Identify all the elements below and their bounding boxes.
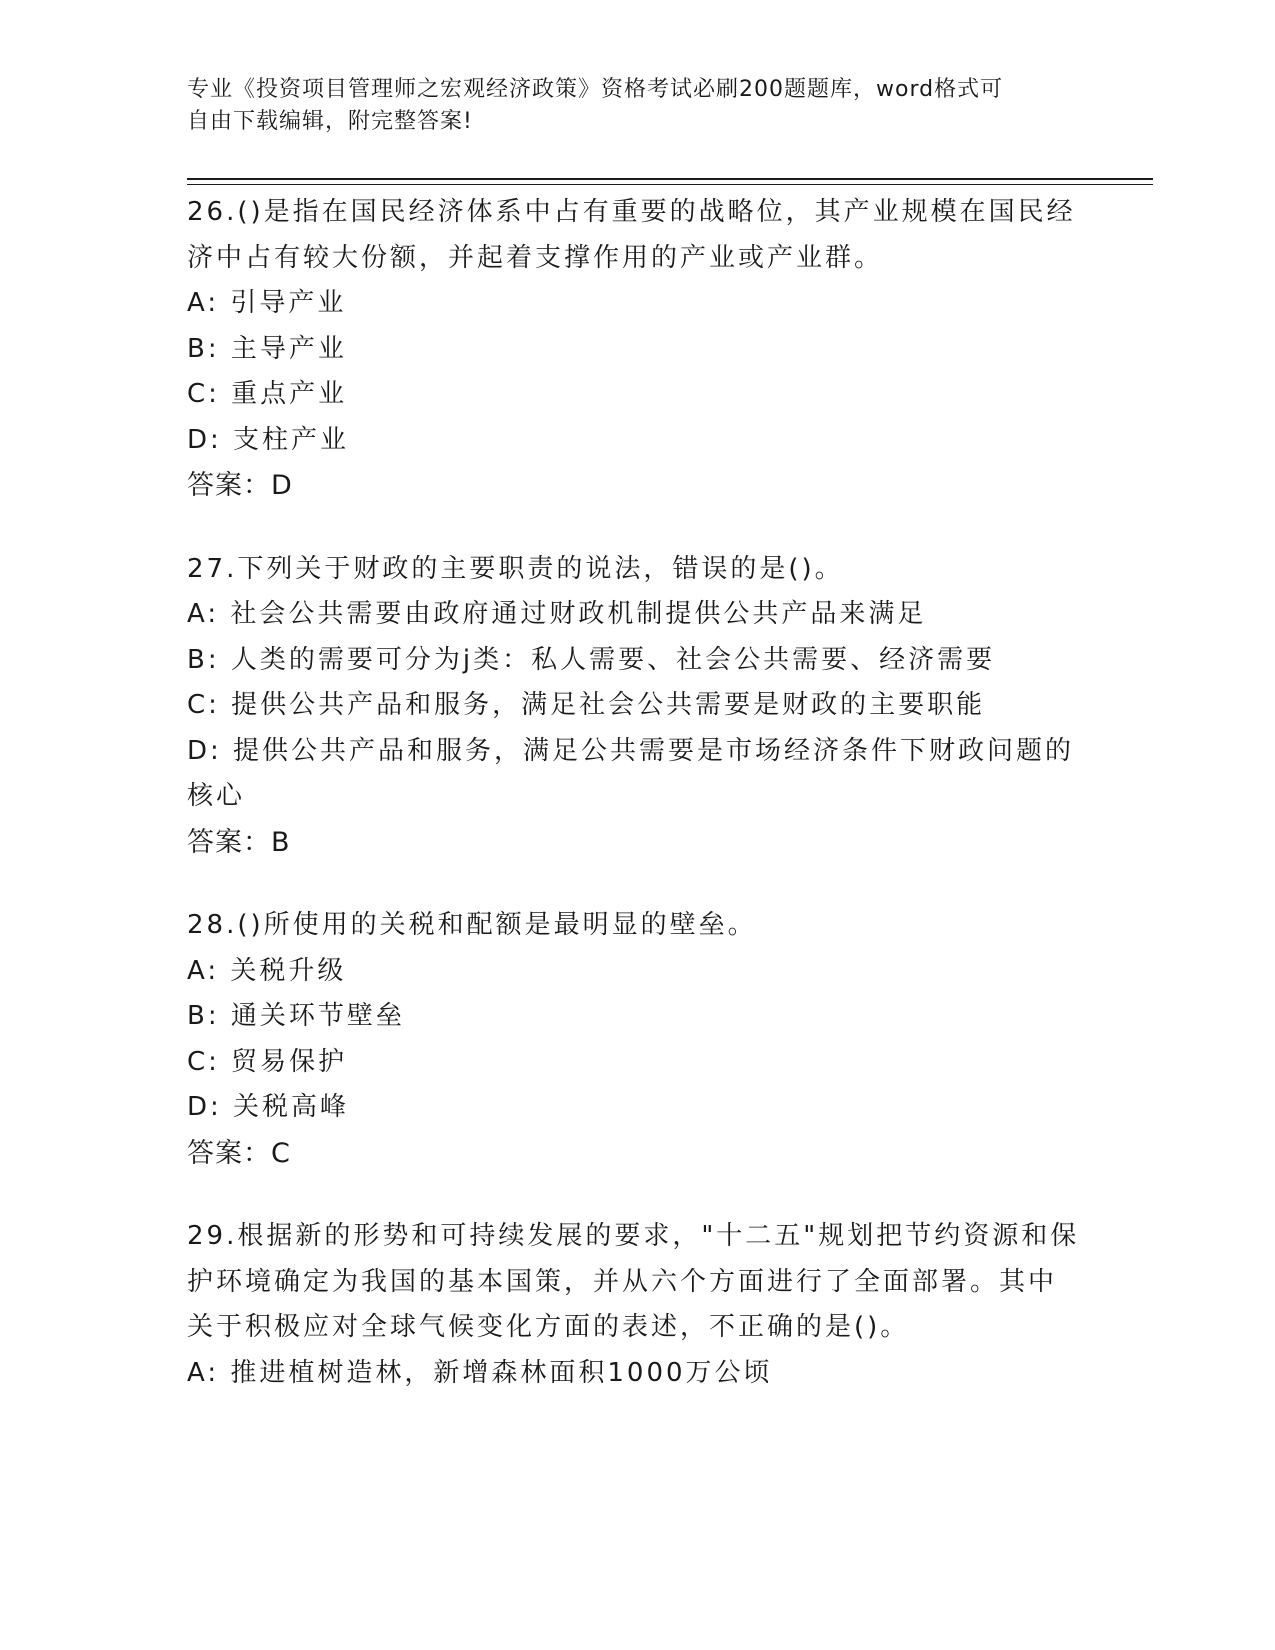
option-a: A: 社会公共需要由政府通过财政机制提供公共产品来满足	[187, 599, 927, 629]
document-header	[187, 74, 1067, 138]
option-a: A: 关税升级	[187, 955, 347, 986]
option-d: D: 支柱产业	[187, 424, 350, 455]
question-stem-line: 28.()所使用的关税和配额是最明显的壁垒。	[187, 910, 757, 940]
header-line-1: 专业《投资项目管理师之宏观经济政策》资格考试必刷200题题库，word格式可	[187, 77, 1004, 102]
answer-text: 答案：D	[187, 470, 293, 501]
option-a: A: 引导产业	[187, 288, 347, 318]
option-c: C: 提供公共产品和服务，满足社会公共需要是财政的主要职能	[187, 690, 986, 720]
header-line-2: 自由下载编辑，附完整答案!	[187, 109, 473, 134]
question-stem-line: 26.()是指在国民经济体系中占有重要的战略位，其产业规模在国民经	[187, 197, 1076, 227]
question-29	[187, 1214, 1087, 1396]
option-b: B: 主导产业	[187, 333, 347, 364]
question-28	[187, 903, 1087, 1176]
question-26	[187, 190, 1087, 509]
option-b: B: 人类的需要可分为j类：私人需要、社会公共需要、经济需要	[187, 644, 996, 675]
option-b: B: 通关环节壁垒	[187, 1001, 405, 1031]
option-a: A: 推进植树造林，新增森林面积1000万公顷	[187, 1357, 773, 1388]
option-d-continued: 核心	[187, 781, 246, 811]
question-stem-line: 护环境确定为我国的基本国策，并从六个方面进行了全面部署。其中	[187, 1266, 1058, 1297]
question-27	[187, 547, 1087, 866]
option-c: C: 重点产业	[187, 379, 348, 409]
question-stem-line: 27.下列关于财政的主要职责的说法，错误的是()。	[187, 553, 844, 584]
answer-text: 答案：C	[187, 1137, 291, 1169]
option-c: C: 贸易保护	[187, 1046, 348, 1077]
option-d: D: 关税高峰	[187, 1092, 350, 1122]
question-stem-line: 关于积极应对全球气候变化方面的表述，不正确的是()。	[187, 1312, 910, 1342]
header-divider-thin	[187, 184, 1153, 185]
question-list	[187, 190, 1087, 1434]
answer-text: 答案：B	[187, 826, 291, 858]
question-stem-line: 29.根据新的形势和可持续发展的要求，"十二五"规划把节约资源和保	[187, 1221, 1080, 1251]
header-divider-thick	[187, 178, 1153, 180]
option-d: D: 提供公共产品和服务，满足公共需要是市场经济条件下财政问题的	[187, 735, 1075, 766]
question-stem-line: 济中占有较大份额，并起着支撑作用的产业或产业群。	[187, 242, 884, 273]
